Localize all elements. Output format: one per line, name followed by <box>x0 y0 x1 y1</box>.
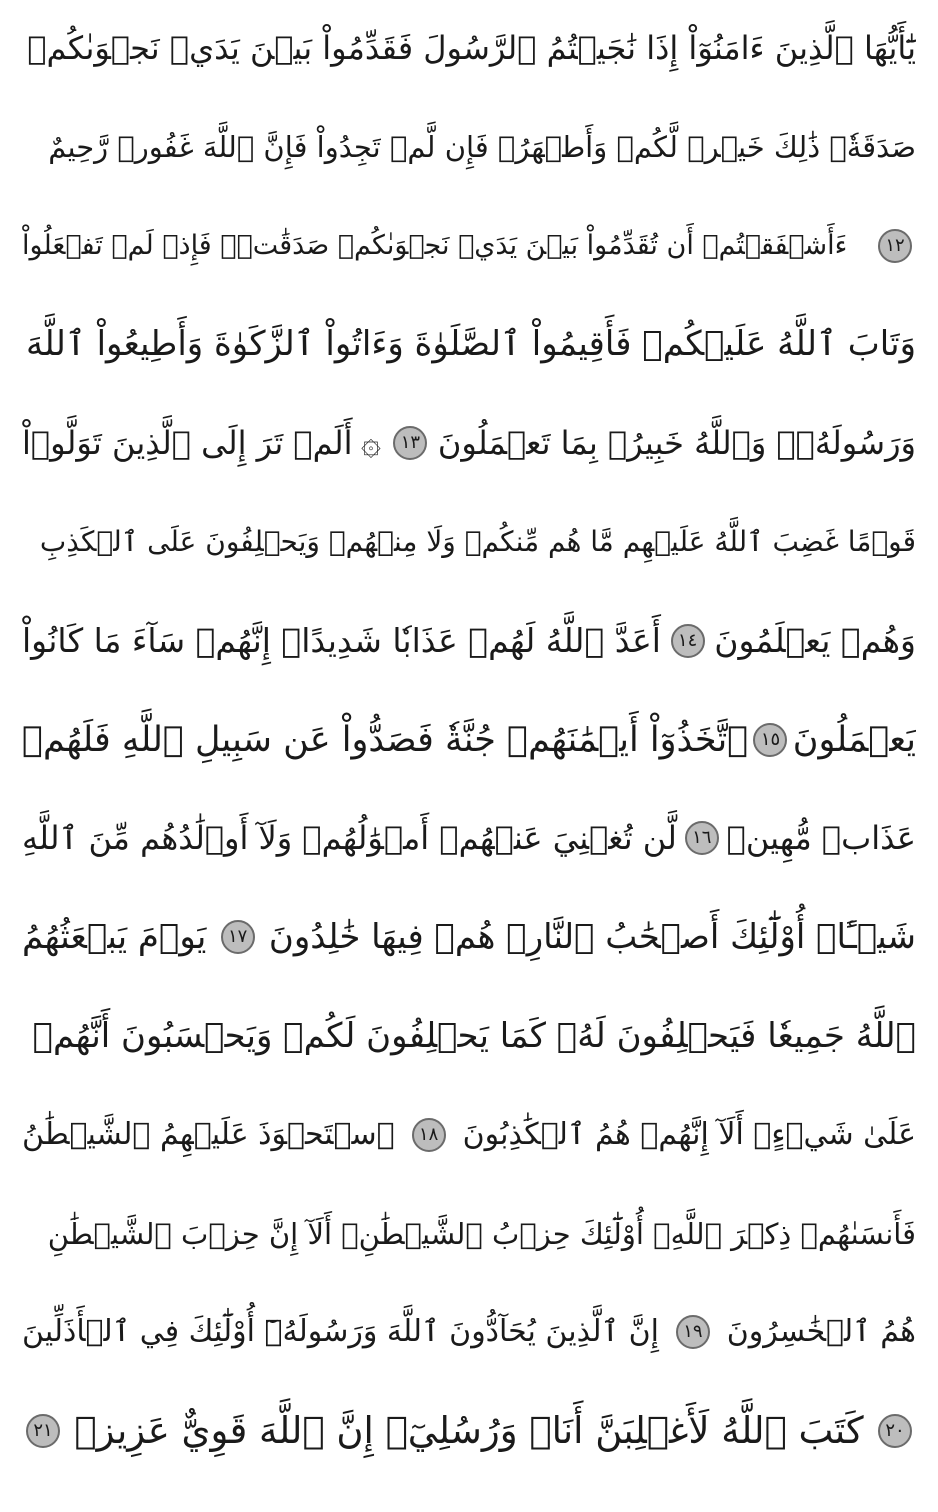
verse-text: كَتَبَ ٱللَّهُ لَأَغۡلِبَنَّ أَنَا۠ وَرُسُلِيٓۚ إِنَّ ٱللَّهَ قَوِيٌّ عَزِيزٞ <box>74 1409 864 1453</box>
verse-text: وَتَابَ ٱللَّهُ عَلَيۡكُمۡ فَأَقِيمُواْ ٱلصَّلَوٰةَ وَءَاتُواْ ٱلزَّكَوٰةَ وَأَطِيعُواْ ٱللَّهَ <box>26 324 916 365</box>
verse-text: يَٰٓأَيُّهَا ٱلَّذِينَ ءَامَنُوٓاْ إِذَا نَٰجَيۡتُمُ ٱلرَّسُولَ فَقَدِّمُواْ بَيۡنَ يَدَيۡ نَجۡوَىٰكُمۡ <box>27 29 916 67</box>
verse-text: هُمُ ٱلۡخَٰسِرُونَ <box>726 1314 916 1350</box>
text-line <box>22 302 916 386</box>
ayah-number-marker: ١٩ <box>676 1315 710 1349</box>
verse-text: صَدَقَةٗۚ ذَٰلِكَ خَيۡرٞ لَّكُمۡ وَأَطۡهَرُۚ فَإِن لَّمۡ تَجِدُواْ فَإِنَّ ٱللَّهَ غَفُورٞ رَّحِيمٌ <box>48 129 916 164</box>
text-line <box>22 1290 916 1374</box>
ayah-number-marker: ٢١ <box>26 1414 60 1448</box>
text-line <box>22 994 916 1078</box>
ayah-number-marker: ١٥ <box>753 723 787 757</box>
verse-text: عَلَىٰ شَيۡءٍۚ أَلَآ إِنَّهُمۡ هُمُ ٱلۡكَٰذِبُونَ <box>462 1116 916 1152</box>
verse-text: يَوۡمَ يَبۡعَثُهُمُ <box>22 917 207 958</box>
ayah-number-marker: ١٨ <box>412 1118 446 1152</box>
verse-text: أَلَمۡ تَرَ إِلَى ٱلَّذِينَ تَوَلَّوۡاْ <box>22 424 353 463</box>
text-line <box>22 500 916 584</box>
verse-text: عَذَابٞ مُّهِينٞ <box>726 819 916 858</box>
verse-text: شَيۡـًٔاۚ أُوْلَٰٓئِكَ أَصۡحَٰبُ ٱلنَّارِۖ هُمۡ فِيهَا خَٰلِدُونَ <box>268 917 916 958</box>
verse-text: فَأَنسَىٰهُمۡ ذِكۡرَ ٱللَّهِۚ أُوْلَٰٓئِكَ حِزۡبُ ٱلشَّيۡطَٰنِۚ أَلَآ إِنَّ حِزۡبَ ٱلشَّيۡطَٰنِ <box>47 1216 916 1251</box>
verse-text: إِنَّ ٱلَّذِينَ يُحَآدُّونَ ٱللَّهَ وَرَسُولَهُۥٓ أُوْلَٰٓئِكَ فِي ٱلۡأَذَلِّينَ <box>22 1314 659 1350</box>
text-line <box>22 796 916 880</box>
text-line <box>22 599 916 683</box>
verse-text: لَّن تُغۡنِيَ عَنۡهُمۡ أَمۡوَٰلُهُمۡ وَلَآ أَوۡلَٰدُهُم مِّنَ ٱللَّهِ <box>22 819 677 858</box>
verse-text: وَهُمۡ يَعۡلَمُونَ <box>714 620 916 660</box>
text-line <box>22 895 916 979</box>
text-line <box>22 204 916 288</box>
text-line <box>22 401 916 485</box>
text-line <box>22 6 916 90</box>
verse-text: ٱسۡتَحۡوَذَ عَلَيۡهِمُ ٱلشَّيۡطَٰنُ <box>22 1116 395 1152</box>
text-line <box>22 105 916 189</box>
rub-el-hizb-icon: ۞ <box>360 423 381 464</box>
verse-text: ءَأَشۡفَقۡتُمۡ أَن تُقَدِّمُواْ بَيۡنَ يَدَيۡ نَجۡوَىٰكُمۡ صَدَقَٰتٖۚ فَإِذۡ لَمۡ تَفۡعَلُواْ <box>22 229 848 261</box>
ayah-number-marker: ٢٠ <box>878 1414 912 1448</box>
verse-text: يَعۡمَلُونَ <box>792 719 916 760</box>
text-line <box>22 1093 916 1177</box>
text-line <box>22 1389 916 1473</box>
verse-text: ٱللَّهُ جَمِيعٗا فَيَحۡلِفُونَ لَهُۥ كَمَا يَحۡلِفُونَ لَكُمۡ وَيَحۡسَبُونَ أَنَّهُمۡ <box>32 1016 916 1056</box>
ayah-number-marker: ١٣ <box>393 426 427 460</box>
verse-text: قَوۡمًا غَضِبَ ٱللَّهُ عَلَيۡهِم مَّا هُم مِّنكُمۡ وَلَا مِنۡهُمۡ وَيَحۡلِفُونَ عَلَى ٱلۡكَذِبِ <box>39 525 916 558</box>
text-line <box>22 698 916 782</box>
verse-text: أَعَدَّ ٱللَّهُ لَهُمۡ عَذَابٗا شَدِيدًاۖ إِنَّهُمۡ سَآءَ مَا كَانُواْ <box>22 620 661 660</box>
text-line <box>22 1192 916 1276</box>
ayah-number-marker: ١٦ <box>685 821 719 855</box>
ayah-number-marker: ١٤ <box>671 624 705 658</box>
verse-text: وَرَسُولَهُۥۚ وَٱللَّهُ خَبِيرُۢ بِمَا تَعۡمَلُونَ <box>437 424 916 463</box>
verse-text: ٱتَّخَذُوٓاْ أَيۡمَٰنَهُمۡ جُنَّةٗ فَصَدُّواْ عَن سَبِيلِ ٱللَّهِ فَلَهُمۡ <box>22 719 749 760</box>
ayah-number-marker: ١٢ <box>878 229 912 263</box>
ayah-number-marker: ١٧ <box>221 920 255 954</box>
